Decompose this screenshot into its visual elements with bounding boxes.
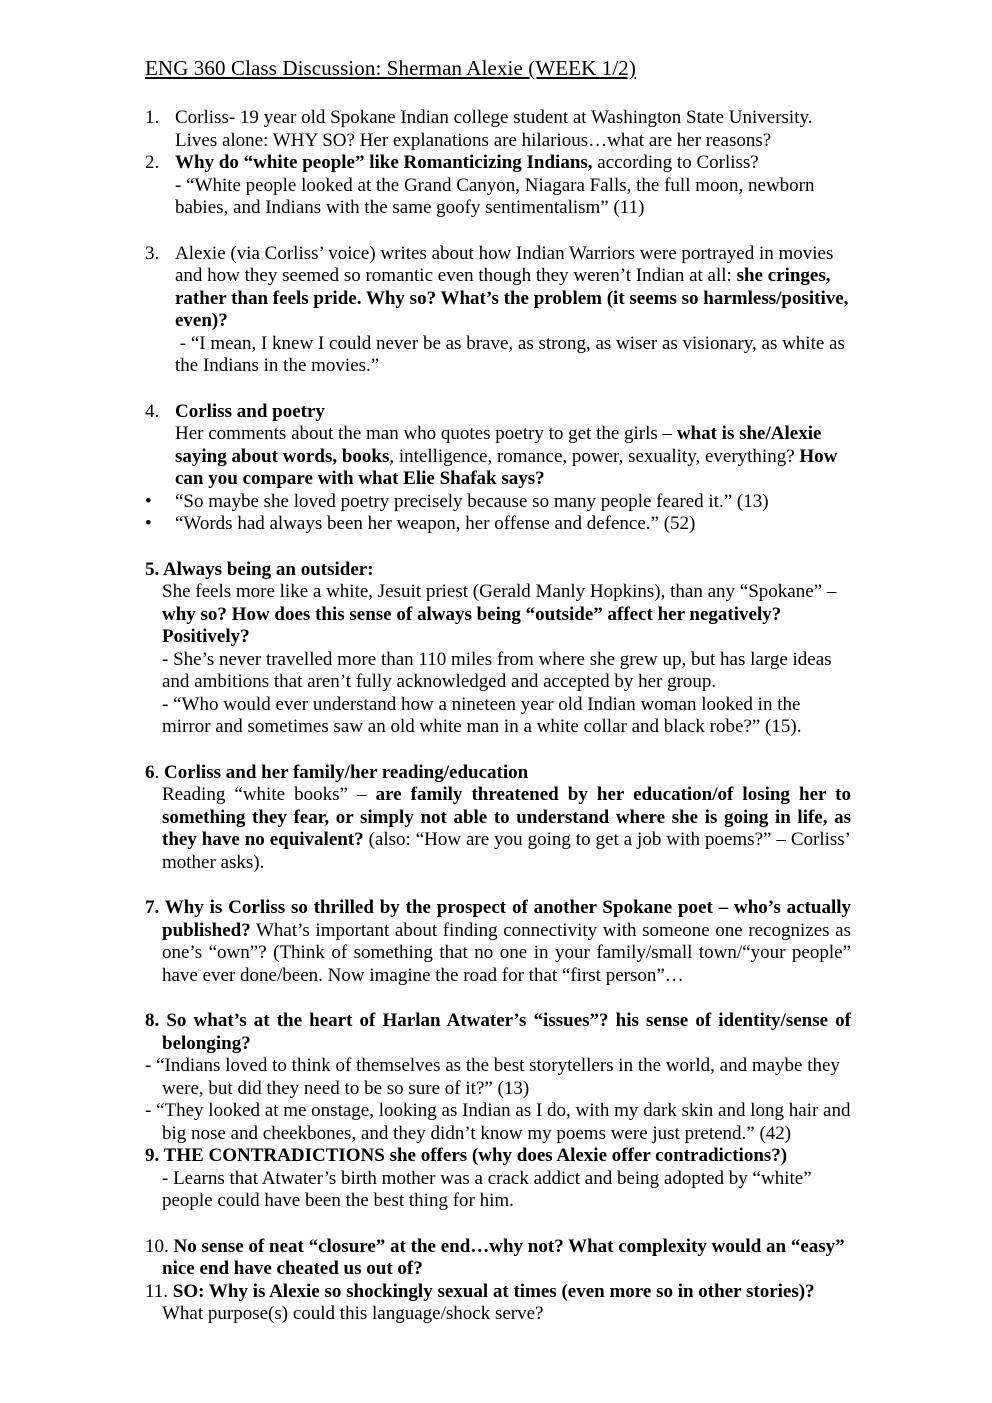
item-9-note (145, 1168, 851, 1213)
text-run: what is she/Alexie saying about words, books (175, 423, 822, 467)
item-5-heading (145, 559, 851, 582)
spacer (145, 220, 851, 243)
text-run: - She’s never travelled more than 110 miles from where she grew up, but has large ideas and ambitions that aren’t fully acknowledged and accepted by her group. (162, 648, 832, 692)
item-5-question (145, 581, 851, 649)
text-run: Her comments about the man who quotes poetry to get the girls – (175, 423, 677, 444)
item-3 (145, 243, 851, 378)
text-run: Corliss and poetry (175, 400, 325, 422)
text-run: 11. (145, 1280, 173, 1302)
text-run: 9. THE CONTRADICTIONS she offers (why does Alexie offer contradictions?) (145, 1145, 788, 1166)
item-5-note (145, 649, 851, 694)
text-run: No sense of neat “closure” at the end…why not? What complexity would an “easy” nice end have cheated us out of? (162, 1235, 845, 1279)
item-4 (145, 401, 851, 491)
text-run: “Words had always been her weapon, her offense and defence.” (52) (175, 513, 696, 534)
text-run: - “Who would ever understand how a nineteen year old Indian woman looked in the mirror and sometimes saw an old white man in a white collar and black robe?” (15). (162, 693, 802, 737)
text-run: “So maybe she loved poetry precisely because so many people feared it.” (13) (175, 490, 769, 512)
text-run: 5. Always being an outsider: (145, 558, 374, 580)
text-run: How can you compare with what Elie Shafak says? (175, 445, 838, 489)
number-marker: 2. (145, 152, 160, 173)
item-11 (145, 1281, 851, 1326)
text-run: 10. (145, 1235, 174, 1257)
item-5-quote (145, 694, 851, 739)
spacer (145, 987, 851, 1010)
text-run: . (154, 761, 164, 783)
item-6-question (145, 784, 851, 874)
document-body (145, 80, 851, 1326)
text-run: Reading “white books” – (162, 784, 376, 805)
text-run: Corliss- 19 year old Spokane Indian college student at Washington State University. Lives alone: WHY SO? Her explanations are hilarious…what are her reasons? (175, 107, 813, 151)
bullet-marker: • (145, 513, 152, 534)
text-run: She feels more like a white, Jesuit priest (Gerald Manly Hopkins), than any “Spokane” – (162, 581, 837, 602)
text-run: SO: Why is Alexie so shockingly sexual at times (even more so in other stories)? (172, 1280, 815, 1302)
spacer (145, 739, 851, 762)
bullet-quote-1 (145, 491, 851, 514)
item-8-heading (145, 1010, 851, 1055)
text-run: according to Corliss? (592, 152, 759, 173)
text-run: - Learns that Atwater’s birth mother was a crack addict and being adopted by “white” people could have been the best thing for him. (162, 1167, 812, 1211)
bullet-marker: • (145, 490, 152, 512)
number-marker: 4. (145, 400, 160, 422)
text-run: - “I mean, I knew I could never be as brave, as strong, as wiser as visionary, as white as the Indians in the movies.” (175, 332, 845, 376)
item-7 (145, 897, 851, 987)
text-run: why so? How does this sense of always being “outside” affect her negatively? Positively? (162, 603, 782, 647)
text-run: - “White people looked at the Grand Canyon, Niagara Falls, the full moon, newborn babies, and Indians with the same goofy sentimentalism” (11) (175, 174, 815, 218)
text-run: Alexie (via Corliss’ voice) writes about how Indian Warriors were portrayed in movies and how they seemed so romantic even though they weren’t Indian at all: (175, 242, 834, 286)
spacer (145, 1213, 851, 1236)
text-run: - “Indians loved to think of themselves as the best storytellers in the world, and maybe they were, but did they need to be so sure of it?” (13) (145, 1055, 840, 1099)
number-marker: 1. (145, 107, 160, 128)
bullet-quote-2 (145, 513, 851, 536)
item-2 (145, 152, 851, 220)
text-run: 6 (145, 761, 155, 783)
item-9-heading (145, 1145, 851, 1168)
text-run: Why do “white people” like Romanticizing Indians, (175, 152, 593, 173)
item-6-heading (145, 762, 851, 785)
text-run: What purpose(s) could this language/shock serve? (162, 1303, 544, 1324)
spacer (145, 80, 851, 107)
text-run: - “They looked at me onstage, looking as Indian as I do, with my dark skin and long hair and big nose and cheekbones, and they didn’t know my poems were just pretend.” (42) (145, 1100, 851, 1144)
text-run: , intelligence, romance, power, sexuality, everything? (389, 445, 800, 467)
text-run: 7. Why is Corliss so thrilled by the prospect of another Spokane poet – who’s actually published? (145, 897, 851, 941)
item-10 (145, 1236, 851, 1281)
text-run: she cringes, rather than feels pride. Why so? What’s the problem (it seems so harmless/positive, even)? (175, 265, 849, 331)
text-run: (also: “How are you going to get a job with poems?” – Corliss’ mother asks). (162, 829, 851, 873)
page-title: ENG 360 Class Discussion: Sherman Alexie (WEEK 1/2) (145, 56, 636, 80)
text-run: What’s important about finding connectivity with someone one recognizes as one’s “own”? (Think of something that no one in your family/small town/“your people” have ever done/been. Now imagine the road for that “first person”… (162, 919, 851, 986)
text-run: are family threatened by her education/of losing her to something they fear, or simply not able to understand where she is going in life, as they have no equivalent? (162, 784, 851, 850)
spacer (145, 536, 851, 559)
spacer (145, 874, 851, 897)
text-run: Corliss and her family/her reading/education (164, 761, 529, 783)
spacer (145, 378, 851, 401)
item-8-quote-2 (145, 1100, 851, 1145)
item-1 (145, 107, 851, 152)
item-8-quote-1 (145, 1055, 851, 1100)
text-run: 8. So what’s at the heart of Harlan Atwater’s “issues”? his sense of identity/sense of belonging? (145, 1010, 851, 1054)
number-marker: 3. (145, 242, 160, 264)
